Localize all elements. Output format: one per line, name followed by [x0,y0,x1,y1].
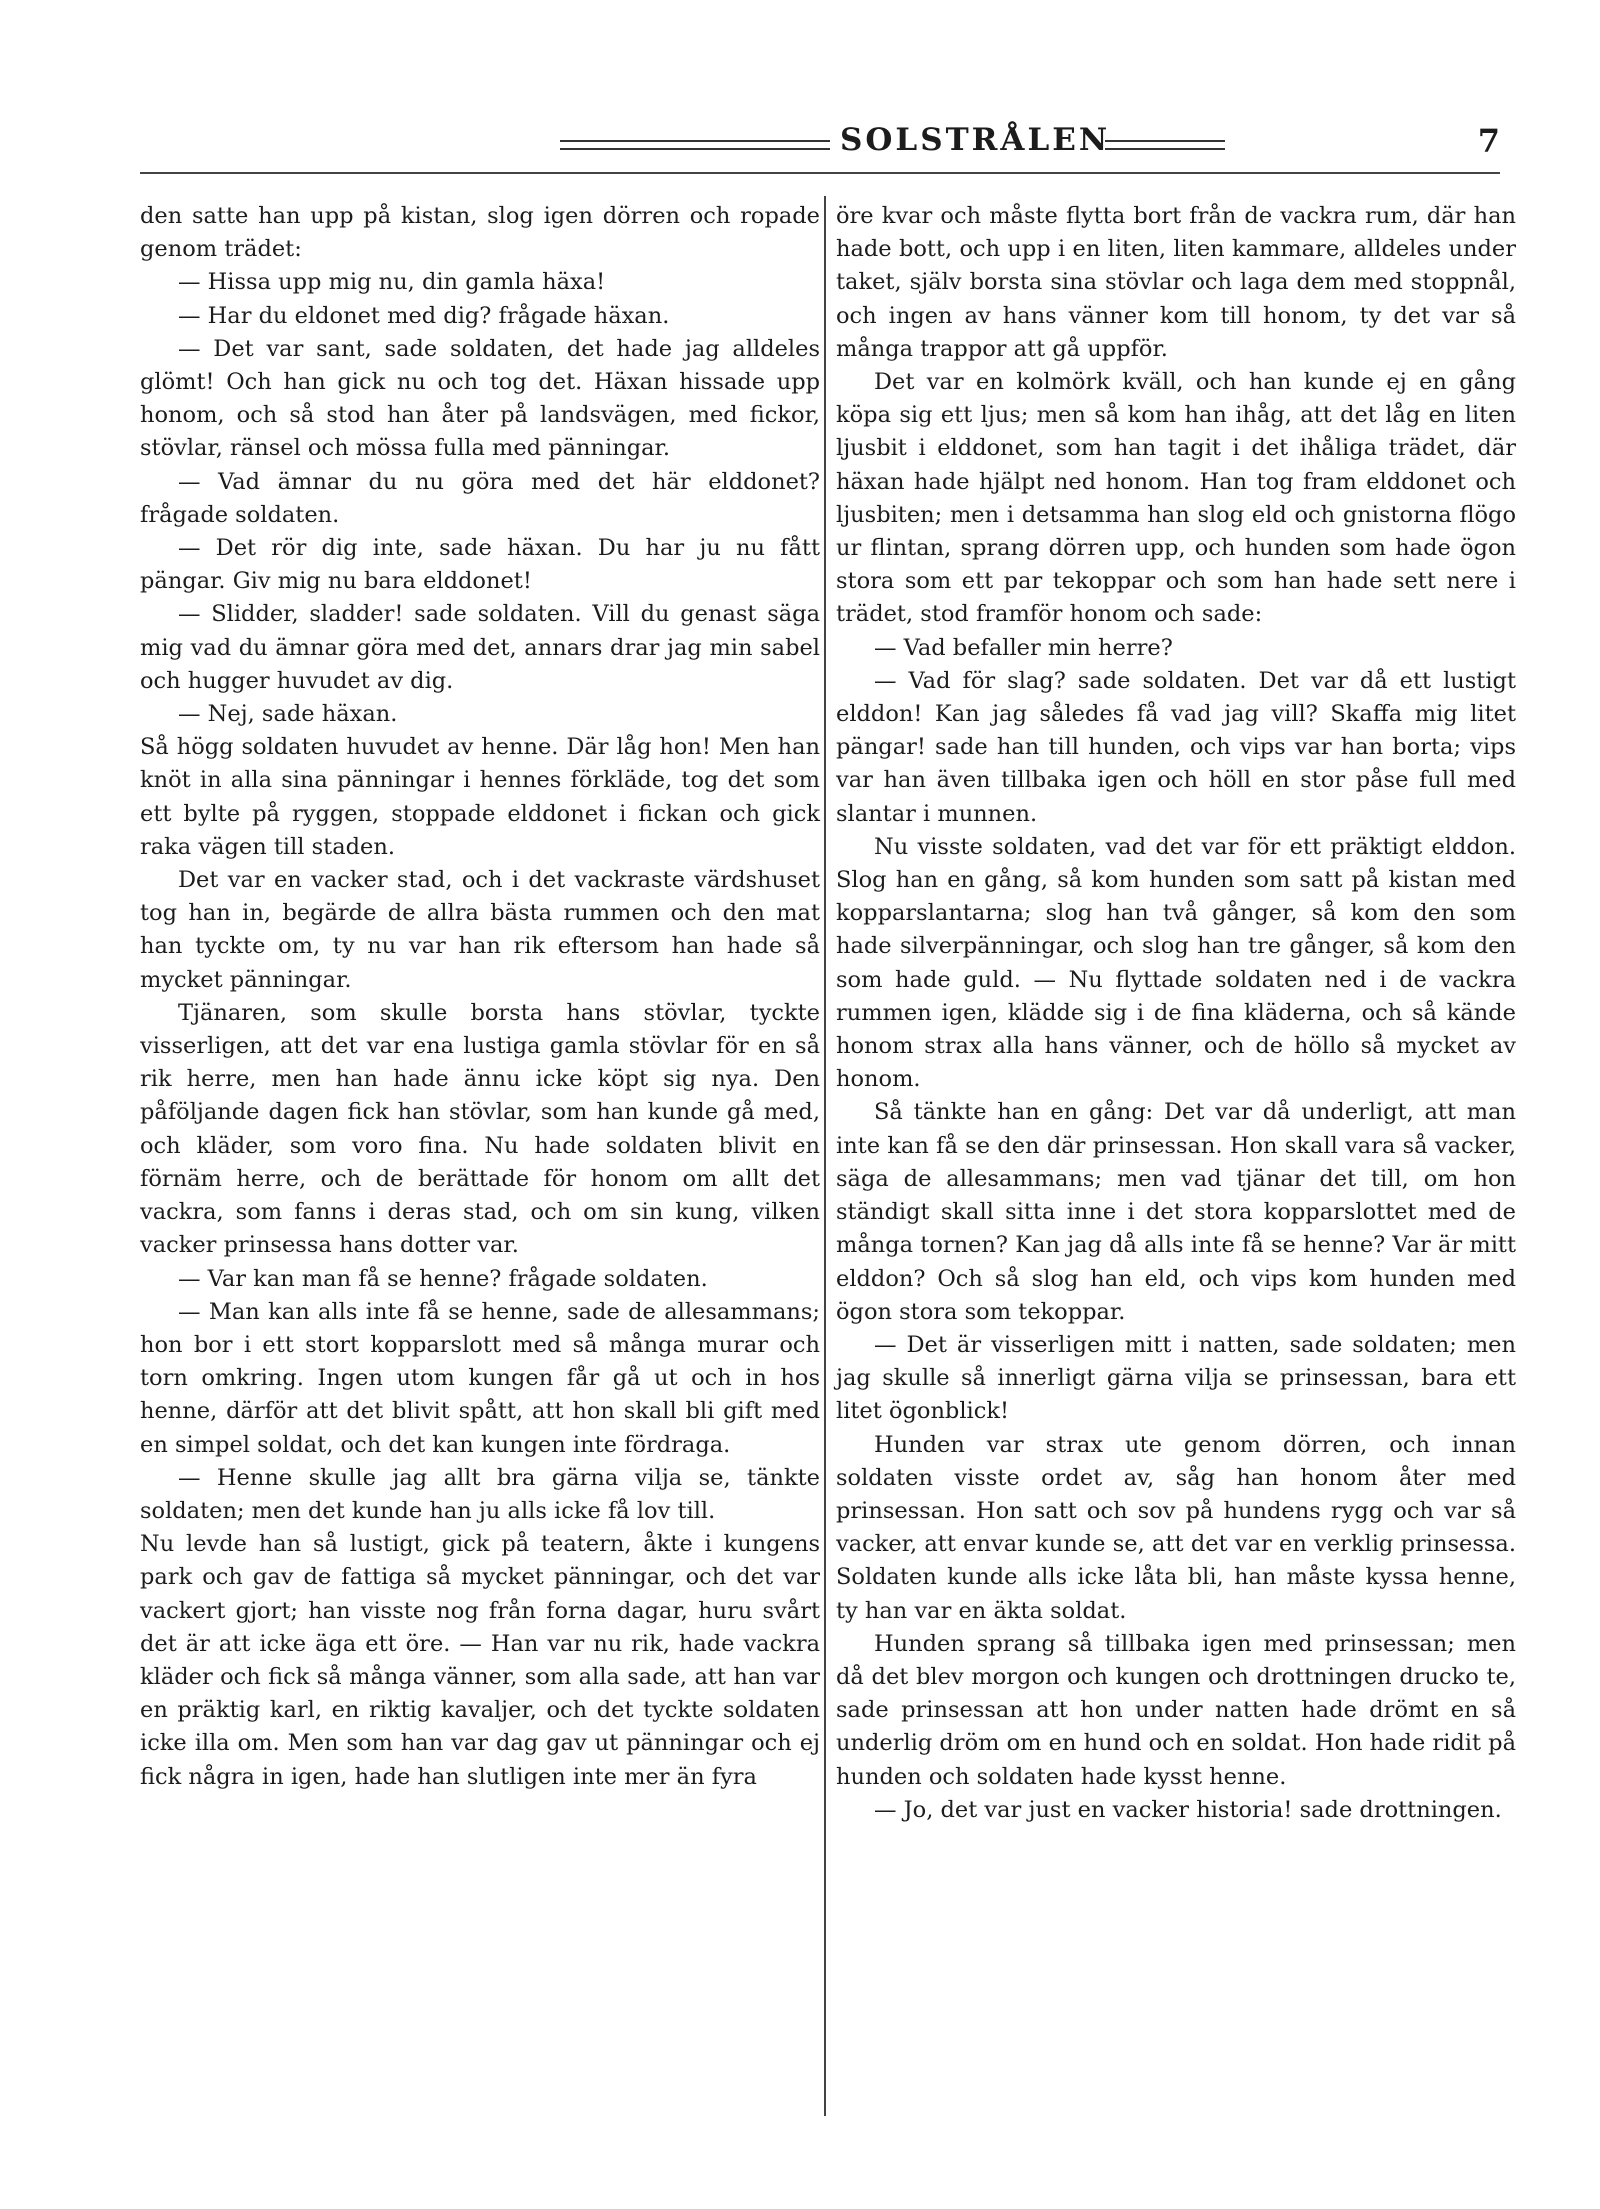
right-column [836,200,1516,1827]
paragraph: Det var en vacker stad, och i det vackraste värdshuset tog han in, begärde de allra bästa rummen och den mat han tyckte om, ty nu var han rik eftersom han hade så mycket pänningar. [140,867,820,993]
header-rule-left [560,140,830,150]
paragraph: — Henne skulle jag allt bra gärna vilja se, tänkte soldaten; men det kunde han ju alls icke få lov till. [140,1464,820,1524]
paragraph: — Hissa upp mig nu, din gamla häxa! [178,269,606,296]
paragraph: — Slidder, sladder! sade soldaten. Vill du genast säga mig vad du ämnar göra med det, annars drar jag min sabel och hugger huvudet av dig. [140,601,820,694]
header-rule-right [1105,140,1225,150]
column-divider [824,196,826,2116]
paragraph: — Har du eldonet med dig? frågade häxan. [178,302,670,329]
page-title: SOLSTRÅLEN [840,122,1111,158]
paragraph: Så högg soldaten huvudet av henne. Där låg hon! Men han knöt in alla sina pänningar i hennes förkläde, tog det som ett bylte på ryggen, stoppade elddonet i fickan och gick raka vägen till staden. [140,734,820,860]
paragraph: — Var kan man få se henne? frågade soldaten. [178,1265,708,1292]
left-column [140,200,820,1794]
paragraph: Det var en kolmörk kväll, och han kunde ej en gång köpa sig ett ljus; men så kom han ihåg, att det låg en liten ljusbit i elddonet, som han tagit i det ihåliga trädet, där häxan hade hjälpt ned honom. Han tog fram elddonet och ljusbiten; men i detsamma han slog eld och gnistorna flögo ur flintan, sprang dörren upp, och hunden som hade ögon stora som ett par tekoppar och som han hade sett nere i trädet, stod framför honom och sade: [836,369,1516,628]
paragraph: Hunden var strax ute genom dörren, och innan soldaten visste ordet av, såg han honom åter med prinsessan. Hon satt och sov på hundens rygg och var så vacker, att envar kunde se, att det var en verklig prinsessa. Soldaten kunde alls icke låta bli, han måste kyssa henne, ty han var en äkta soldat. [836,1431,1516,1624]
paragraph: — Man kan alls inte få se henne, sade de allesammans; hon bor i ett stort kopparslott med så många murar och torn omkring. Ingen utom kungen får gå ut och in hos henne, därför att det blivit spått, att hon skall bli gift med en simpel soldat, och det kan kungen inte fördraga. [140,1298,820,1458]
paragraph: Nu levde han så lustigt, gick på teatern, åkte i kungens park och gav de fattiga så mycket pänningar, och det var vackert gjort; han visste nog från forna dagar, huru svårt det är att icke äga ett öre. — Han var nu rik, hade vackra kläder och fick så många vänner, som alla sade, att han var en präktig karl, en riktig kavaljer, och det tyckte soldaten icke illa om. Men som han var dag gav ut pänningar och ej fick några in igen, hade han slutligen inte mer än fyra [140,1531,820,1790]
paragraph: Nu visste soldaten, vad det var för ett präktigt elddon. Slog han en gång, så kom hunden som satt på kistan med kopparslantarna; slog han två gånger, så kom den som hade silverpänningar, och slog han tre gånger, så kom den som hade guld. — Nu flyttade soldaten ned i de vackra rummen igen, klädde sig i de fina kläderna, och så kände honom strax alla hans vänner, och de höllo så mycket av honom. [836,833,1516,1093]
paragraph: — Det är visserligen mitt i natten, sade soldaten; men jag skulle så innerligt gärna vilja se prinsessan, bara ett litet ögonblick! [836,1331,1516,1425]
paragraph: — Vad befaller min herre? [874,634,1173,661]
paragraph: Tjänaren, som skulle borsta hans stövlar, tyckte visserligen, att det var ena lustiga gamla stövlar för en så rik herre, men han hade ännu icke köpt sig nya. Den påföljande dagen fick han stövlar, som han kunde gå med, och kläder, som voro fina. Nu hade soldaten blivit en förnäm herre, och de berättade för honom om allt det vackra, som fanns i deras stad, och om sin kung, vilken vacker prinsessa hans dotter var. [140,999,820,1259]
page-header [140,122,1500,162]
paragraph: — Vad för slag? sade soldaten. Det var då ett lustigt elddon! Kan jag således få vad jag vill? Skaffa mig litet pängar! sade han till hunden, och vips var han borta; vips var han även tillbaka igen och höll en stor påse full med slantar i munnen. [836,667,1516,827]
header-divider [140,172,1500,174]
paragraph: Så tänkte han en gång: Det var då underligt, att man inte kan få se den där prinsessan. Hon skall vara så vacker, säga de allesammans; men vad tjänar det till, om hon ständigt skall sitta inne i det stora kopparslottet med de många tornen? Kan jag då alls inte få se henne? Var är mitt elddon? Och så slog han eld, och vips kom hunden med ögon stora som tekoppar. [836,1099,1516,1325]
paragraph: — Jo, det var just en vacker historia! sade drottningen. [874,1796,1502,1823]
paragraph: den satte han upp på kistan, slog igen dörren och ropade genom trädet: [140,203,820,263]
paragraph: — Det rör dig inte, sade häxan. Du har ju nu fått pängar. Giv mig nu bara elddonet! [140,535,820,595]
paragraph: — Vad ämnar du nu göra med det här elddonet? frågade soldaten. [140,468,820,528]
paragraph: — Nej, sade häxan. [178,701,398,728]
page-number: 7 [1477,122,1500,160]
paragraph: öre kvar och måste flytta bort från de vackra rum, där han hade bott, och upp i en liten, liten kammare, alldeles under taket, själv borsta sina stövlar och laga dem med stoppnål, och ingen av hans vänner kom till honom, ty det var så många trappor att gå uppför. [836,203,1516,362]
paragraph: Hunden sprang så tillbaka igen med prinsessan; men då det blev morgon och kungen och drottningen drucko te, sade prinsessan att hon under natten hade drömt en så underlig dröm om en hund och en soldat. Hon hade ridit på hunden och soldaten hade kysst henne. [836,1630,1516,1790]
paragraph: — Det var sant, sade soldaten, det hade jag alldeles glömt! Och han gick nu och tog det. Häxan hissade upp honom, och så stod han åter på landsvägen, med fickor, stövlar, ränsel och mössa fulla med pänningar. [140,335,820,462]
